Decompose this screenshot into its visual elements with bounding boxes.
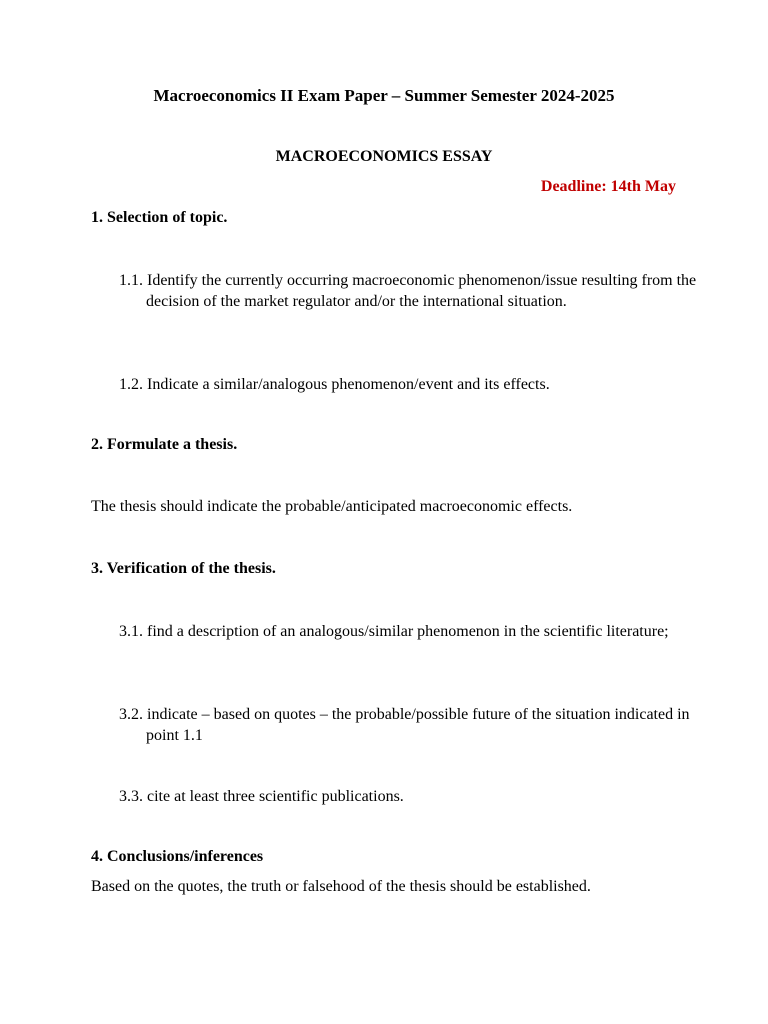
section-4-heading: 4. Conclusions/inferences xyxy=(91,848,264,865)
item-3-1: 3.1. find a description of an analogous/similar phenomenon in the scientific literature; xyxy=(119,623,669,640)
document-title: Macroeconomics II Exam Paper – Summer Semester 2024-2025 xyxy=(153,86,615,105)
section-4-body: Based on the quotes, the truth or falsehood of the thesis should be established. xyxy=(91,878,591,895)
section-1-heading: 1. Selection of topic. xyxy=(91,209,228,226)
item-1-1: 1.1. Identify the currently occurring macroeconomic phenomenon/issue resulting from the decision of the market regulator and/or the international situation. xyxy=(119,272,697,310)
essay-heading: MACROECONOMICS ESSAY xyxy=(275,148,493,165)
section-2-heading: 2. Formulate a thesis. xyxy=(91,436,238,453)
item-1-2: 1.2. Indicate a similar/analogous phenomenon/event and its effects. xyxy=(119,376,550,393)
item-3-2: 3.2. indicate – based on quotes – the probable/possible future of the situation indicated in point 1.1 xyxy=(119,706,690,744)
item-3-3: 3.3. cite at least three scientific publications. xyxy=(119,788,404,805)
deadline-text: Deadline: 14th May xyxy=(540,178,676,195)
section-3-heading: 3. Verification of the thesis. xyxy=(91,560,276,577)
section-2-body: The thesis should indicate the probable/anticipated macroeconomic effects. xyxy=(91,498,573,515)
